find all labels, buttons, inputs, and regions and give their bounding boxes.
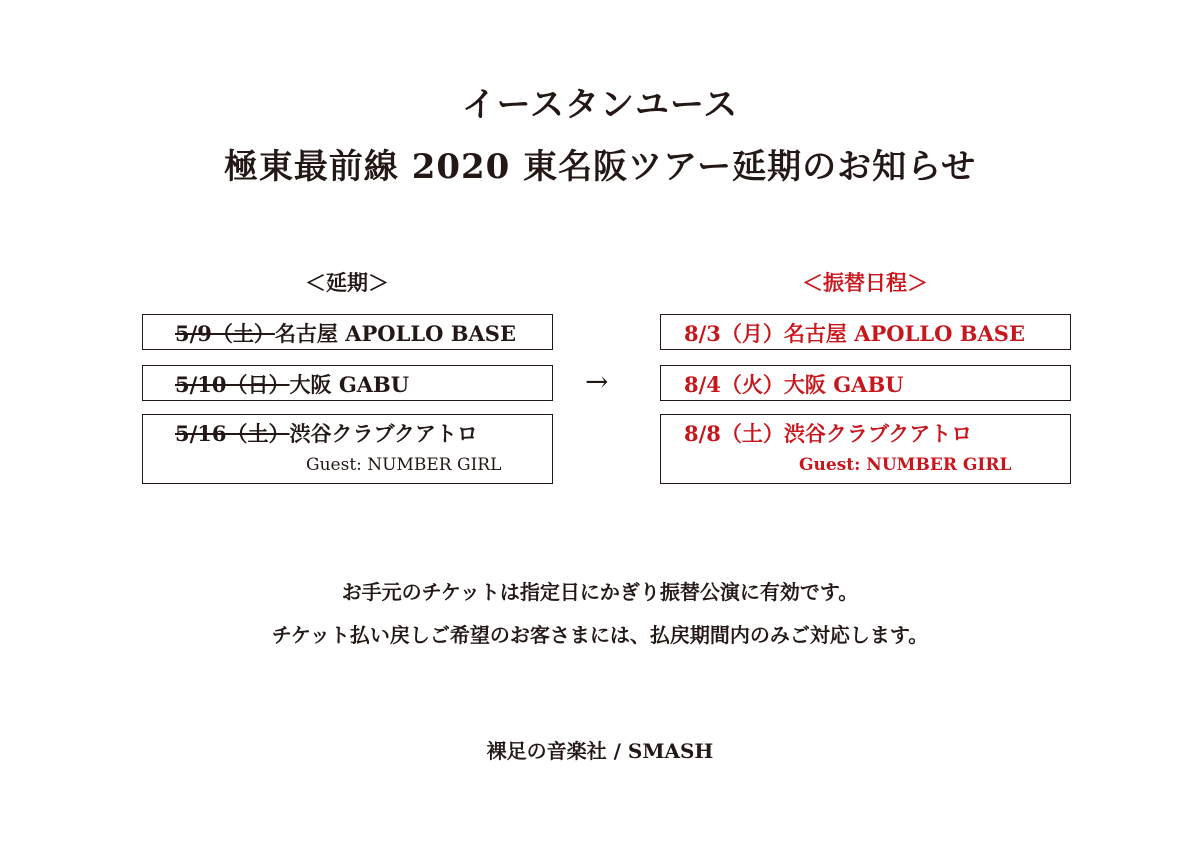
rescheduled-show-osaka bbox=[660, 365, 1071, 401]
postponed-venue: 大阪 GABU bbox=[289, 372, 410, 397]
rescheduled-guest: Guest: NUMBER GIRL bbox=[799, 455, 1012, 475]
postponed-date: 5/9（土） bbox=[175, 321, 275, 346]
organizer-credit: 裸足の音楽社 / SMASH bbox=[486, 739, 714, 763]
rescheduled-heading: ＜振替日程＞ bbox=[802, 270, 928, 295]
rescheduled-date: 8/8（土） bbox=[684, 421, 784, 446]
rescheduled-show-nagoya bbox=[660, 314, 1071, 350]
postponed-venue: 渋谷クラブクアトロ bbox=[289, 421, 478, 446]
postponed-date: 5/16（土） bbox=[175, 421, 290, 446]
postponed-show-nagoya bbox=[142, 314, 553, 350]
postponed-show-osaka bbox=[142, 365, 553, 401]
rescheduled-date: 8/3（月） bbox=[684, 321, 784, 346]
postponed-guest: Guest: NUMBER GIRL bbox=[306, 455, 502, 475]
artist-title: イースタンユース bbox=[461, 85, 739, 125]
announcement-title: 極東最前線 2020 東名阪ツアー延期のお知らせ bbox=[223, 147, 977, 187]
postponed-venue: 名古屋 APOLLO BASE bbox=[274, 321, 516, 346]
right-arrow-icon: → bbox=[585, 365, 609, 398]
rescheduled-venue: 名古屋 APOLLO BASE bbox=[783, 321, 1025, 346]
ticket-notice-valid: お手元のチケットは指定日にかぎり振替公演に有効です。 bbox=[341, 580, 859, 604]
rescheduled-show-shibuya bbox=[660, 414, 1071, 484]
ticket-notice-refund: チケット払い戻しご希望のお客さまには、払戻期間内のみご対応します。 bbox=[271, 623, 929, 647]
postponed-date: 5/10（日） bbox=[175, 372, 290, 397]
rescheduled-date: 8/4（火） bbox=[684, 372, 784, 397]
postponed-show-shibuya bbox=[142, 414, 553, 484]
rescheduled-venue: 渋谷クラブクアトロ bbox=[783, 421, 973, 446]
rescheduled-venue: 大阪 GABU bbox=[783, 372, 904, 397]
postponed-heading: ＜延期＞ bbox=[305, 270, 389, 295]
